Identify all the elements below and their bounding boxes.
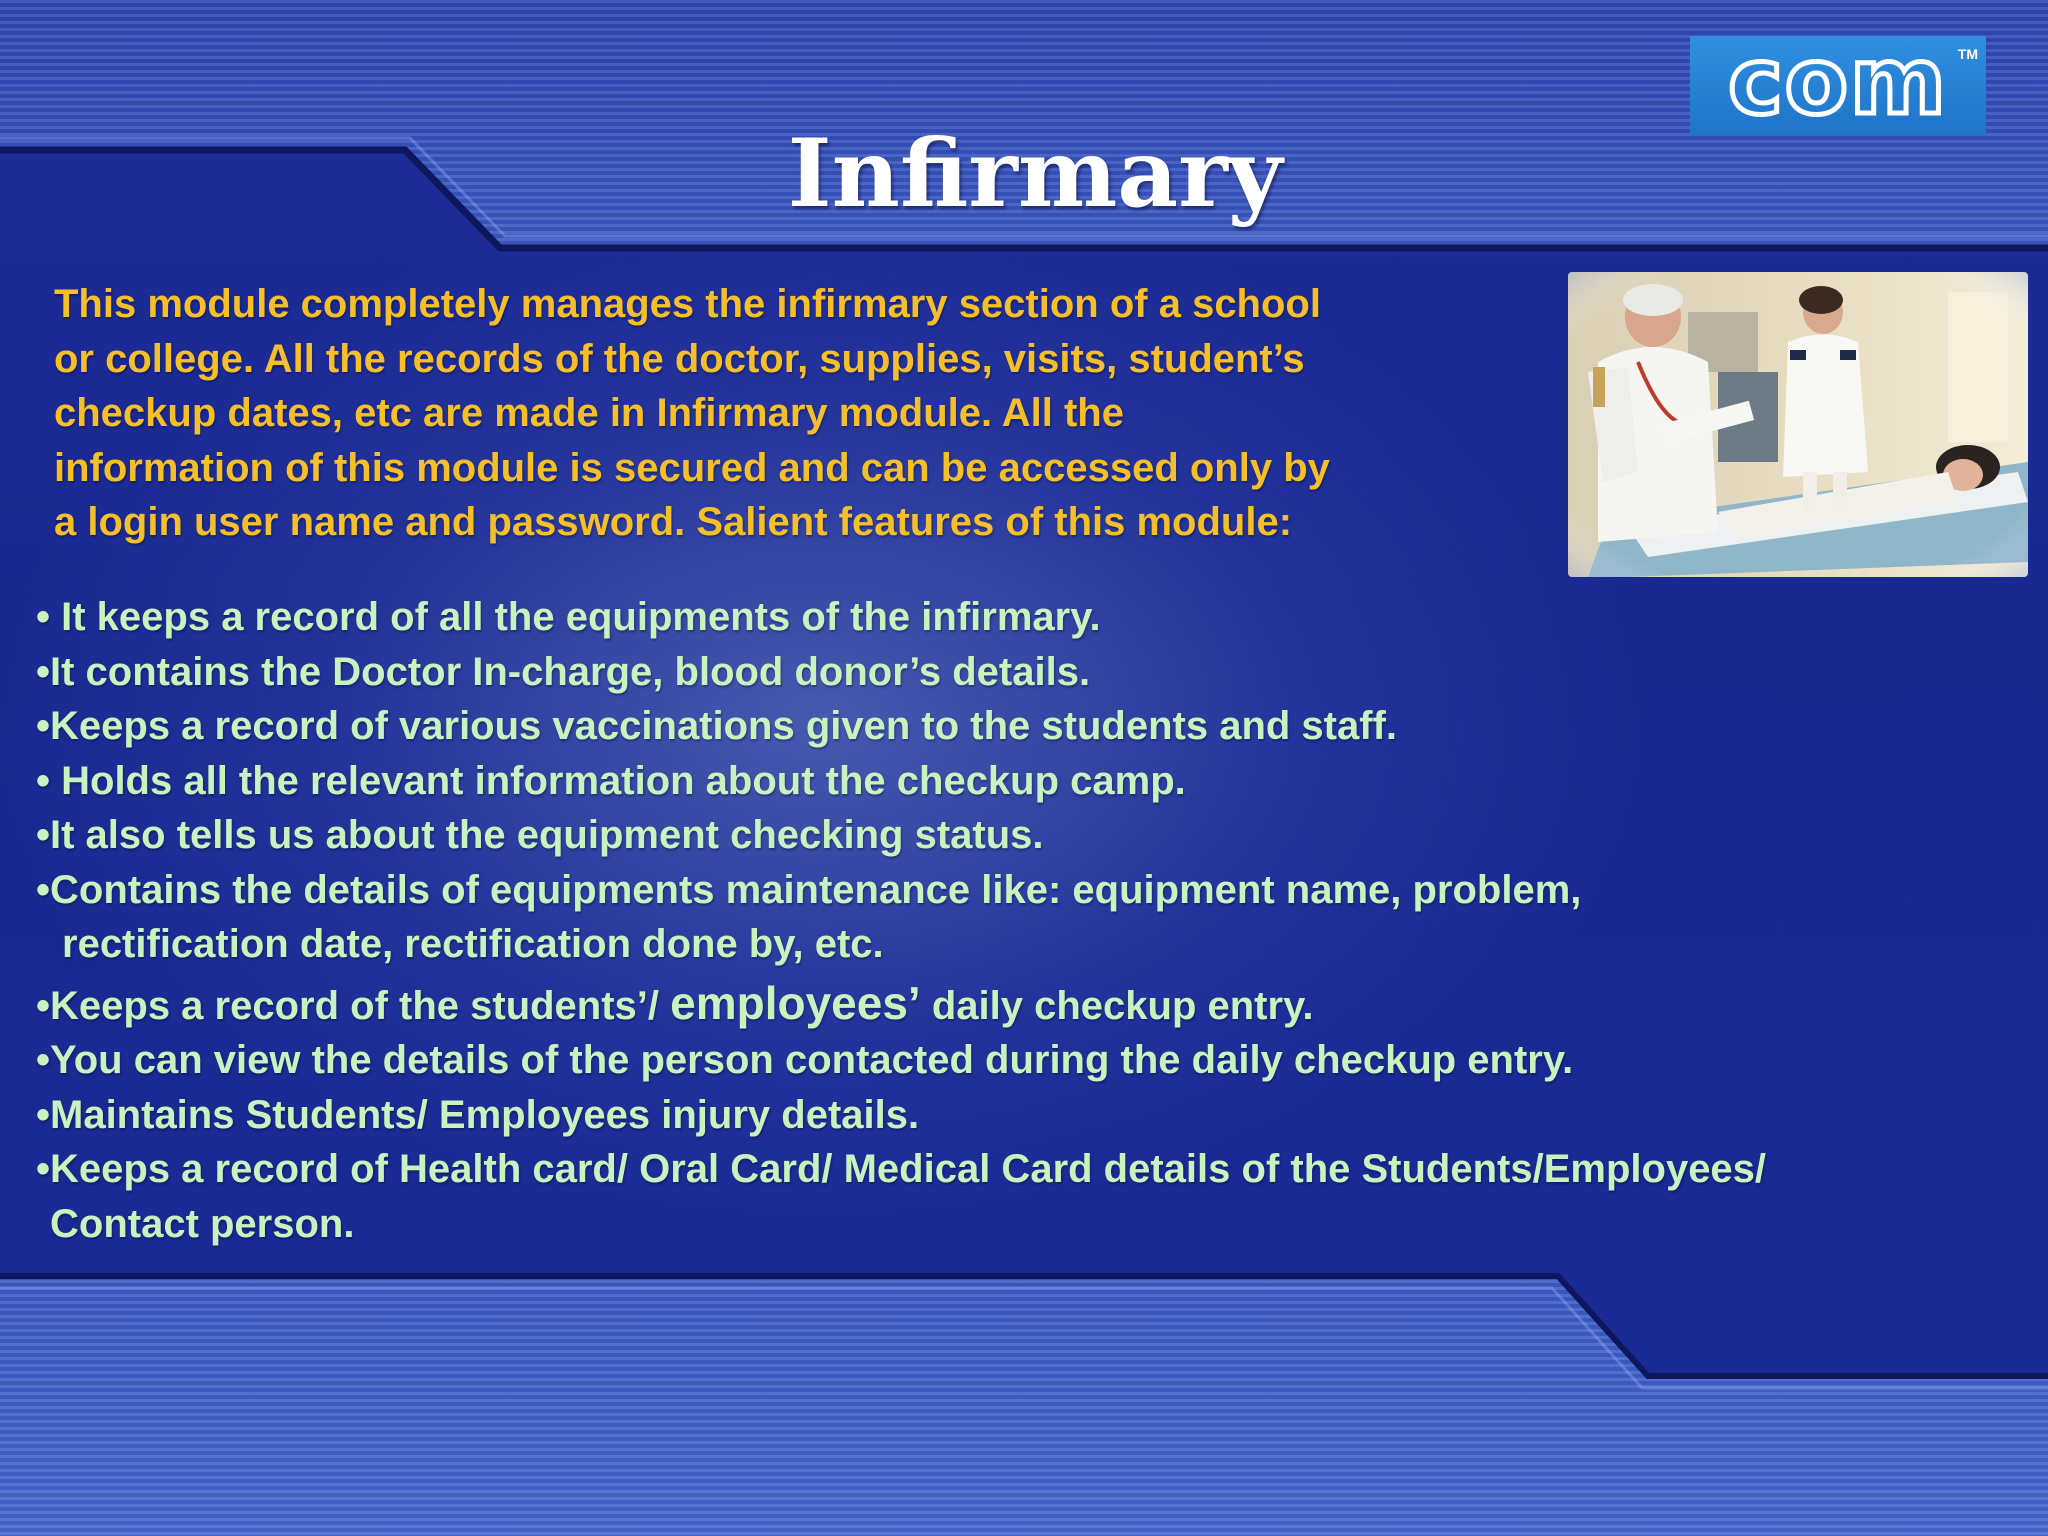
company-logo-icon	[1690, 28, 1986, 136]
features-list	[36, 590, 2026, 1251]
feature-text: daily checkup entry.	[920, 983, 1314, 1028]
intro-line: or college. All the records of the doctor, supplies, visits, student’s	[54, 336, 1305, 381]
logo-trademark: TM	[1957, 46, 1978, 62]
feature-item-continuation: Contact person.	[50, 1201, 355, 1246]
feature-item	[36, 976, 2026, 1034]
feature-item: •It also tells us about the equipment checking status.	[36, 813, 1044, 857]
feature-item: •It contains the Doctor In-charge, blood donor’s details.	[36, 649, 1091, 694]
intro-line: This module completely manages the infirmary section of a school	[54, 282, 1321, 326]
bottom-banner	[0, 1266, 2048, 1536]
feature-item: •You can view the details of the person contacted during the daily checkup entry.	[36, 1038, 1574, 1082]
intro-line: a login user name and password. Salient features of this module:	[54, 500, 1293, 544]
logo-text: com	[1728, 28, 1948, 135]
intro-paragraph	[54, 277, 1554, 550]
feature-item: • It keeps a record of all the equipments of the infirmary.	[36, 595, 1101, 639]
slide-title: Infirmary	[787, 119, 1283, 229]
medical-staff-photo-icon	[1568, 272, 2028, 577]
feature-item: •Keeps a record of Health card/ Oral Card/ Medical Card details of the Students/Employees/	[36, 1147, 1767, 1191]
intro-line: information of this module is secured and can be accessed only by	[54, 445, 1330, 490]
feature-item-continuation: rectification date, rectification done by, etc.	[62, 922, 884, 966]
feature-emphasis: employees’	[670, 976, 921, 1029]
feature-text: •Keeps a record of the students’/	[36, 983, 671, 1028]
feature-item: •Contains the details of equipments maintenance like: equipment name, problem,	[36, 867, 1582, 912]
feature-item: •Keeps a record of various vaccinations given to the students and staff.	[36, 704, 1397, 748]
intro-line: checkup dates, etc are made in Infirmary module. All the	[54, 391, 1124, 435]
feature-item: • Holds all the relevant information about the checkup camp.	[36, 758, 1186, 803]
feature-item: •Maintains Students/ Employees injury details.	[36, 1092, 920, 1137]
